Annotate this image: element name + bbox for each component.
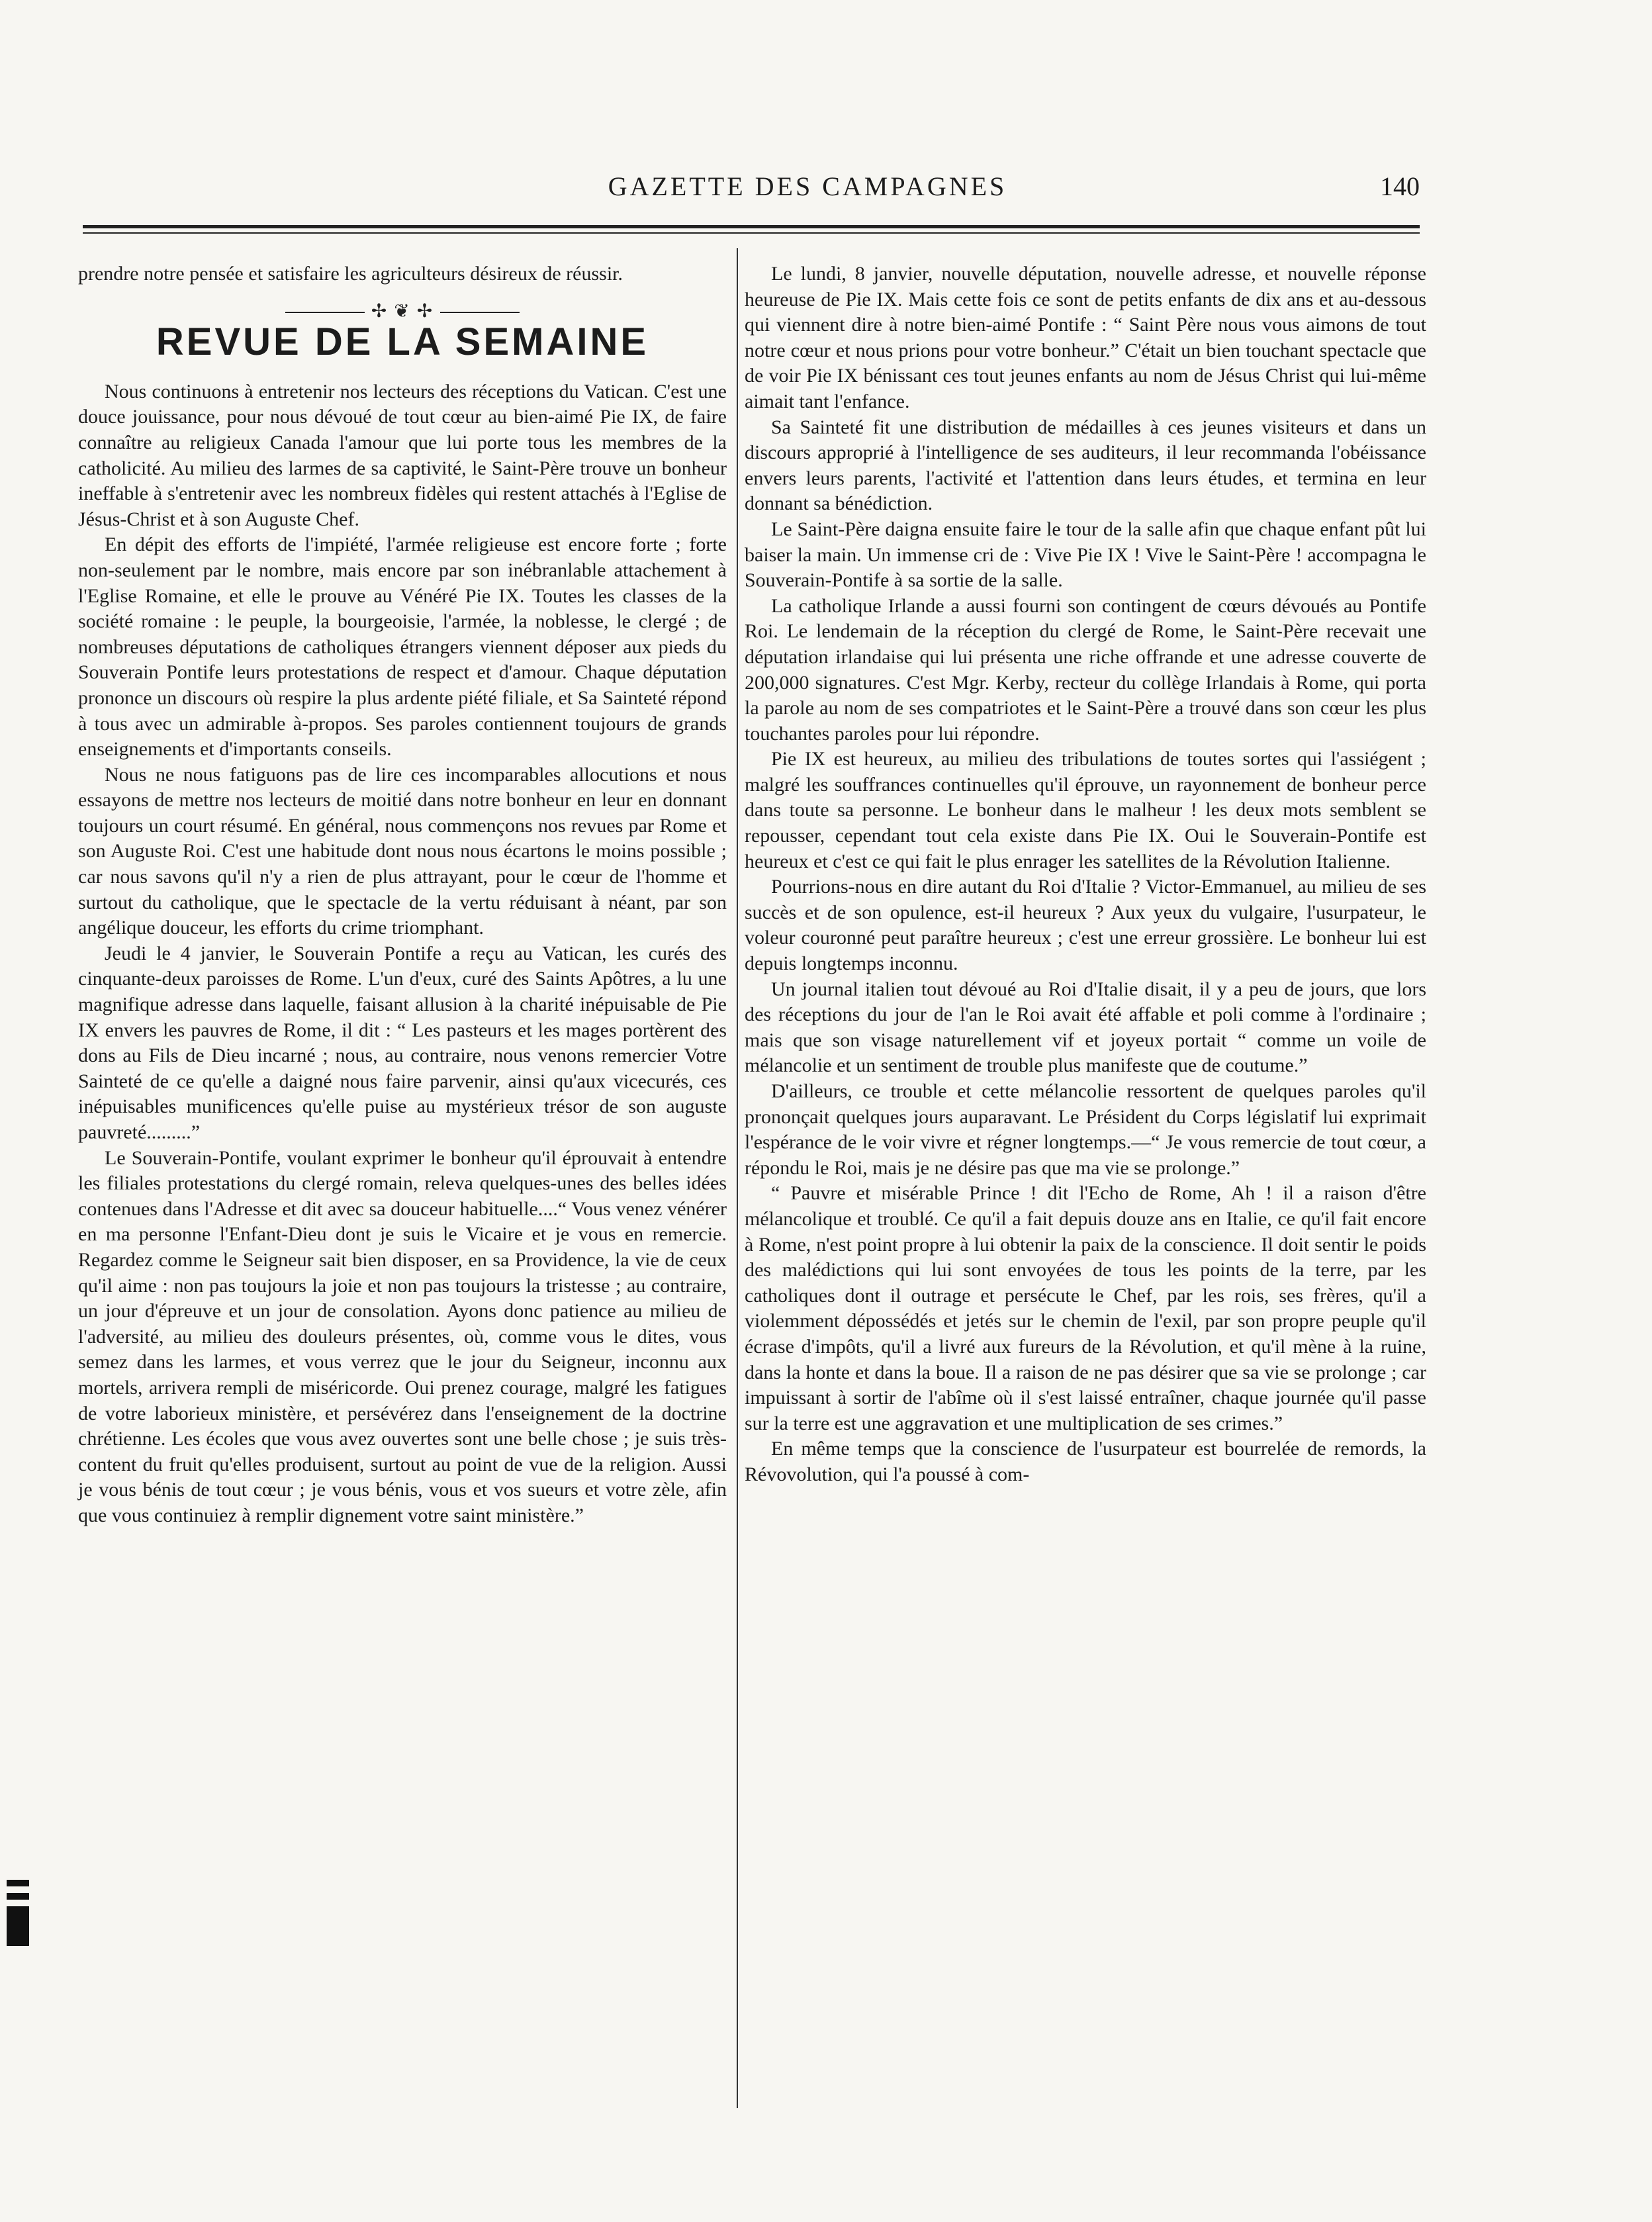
page-header bbox=[83, 171, 1420, 217]
article-paragraph: Le lundi, 8 janvier, nouvelle députation, nouvelle adresse, et nouvelle réponse heureuse de Pie IX. Mais cette fois ce sont de petits enfants de dix ans et au-dessous qui viennent dire à notre bien-aimé Pontife : “ Saint Père nous vous aimons de tout notre cœur et nous prions pour votre bonheur.” C'était un bien touchant spectacle que de voir Pie IX bénissant ces tout jeunes enfants au nom de Jésus Christ qui lui-même aimait tant l'enfance. bbox=[745, 263, 1426, 412]
article-paragraph: En même temps que la conscience de l'usurpateur est bourrelée de remords, la Révovolution, qui l'a poussé à com- bbox=[745, 1438, 1426, 1485]
article-paragraph: D'ailleurs, ce trouble et cette mélancolie ressortent de quelques paroles qu'il prononçait quelques jours auparavant. Le Président du Corps législatif lui exprimait l'espérance de le voir vivre et régner longtemps.—“ Je vous remercie de tout cœur, a répondu le Roi, mais je ne désire pas que ma vie se prolonge.” bbox=[745, 1080, 1426, 1179]
article-paragraph: Pourrions-nous en dire autant du Roi d'Italie ? Victor-Emmanuel, au milieu de ses succès et de son opulence, est-il heureux ? Aux yeux du vulgaire, l'usurpateur, le voleur couronné peut paraître heureux ; c'est une erreur grossière. Le bonheur lui est depuis longtemps inconnu. bbox=[745, 876, 1426, 975]
article-paragraph: Nous ne nous fatiguons pas de lire ces incomparables allocutions et nous essayons de mettre nos lecteurs de moitié dans notre bonheur en leur en donnant toujours un court résumé. En général, nous commençons nos revues par Rome et son Auguste Roi. C'est une habitude dont nous nous écartons le moins possible ; car nous savons qu'il n'y a rien de plus attrayant, pour le cœur de l'homme et surtout du catholique, que le spectacle de la vertu réduisant à néant, par son angélique douceur, les efforts du crime triomphant. bbox=[78, 763, 727, 939]
scan-margin-mark bbox=[7, 1893, 29, 1900]
continued-text: prendre notre pensée et satisfaire les agriculteurs désireux de réussir. bbox=[78, 263, 623, 285]
header-rule-thin bbox=[83, 232, 1420, 234]
section-title: REVUE DE LA SEMAINE bbox=[156, 320, 649, 364]
article-paragraph: La catholique Irlande a aussi fourni son contingent de cœurs dévoués au Pontife Roi. Le lendemain de la réception du clergé de Rome, le Saint-Père recevait une députation irlandaise qui lui présenta une riche offrande et une adresse couverte de 200,000 signatures. C'est Mgr. Kerby, recteur du collège Irlandais à Rome, qui porta la parole au nom de ses compatriotes et le Saint-Père a trouvé dans son cœur les plus touchantes paroles pour lui répondre. bbox=[745, 594, 1426, 745]
article-paragraph: Le Saint-Père daigna ensuite faire le tour de la salle afin que chaque enfant pût lui baiser la main. Un immense cri de : Vive Pie IX ! Vive le Saint-Père ! accompagna le Souverain-Pontife à sa sortie de la salle. bbox=[745, 518, 1426, 592]
right-column bbox=[745, 261, 1426, 1488]
article-paragraph: Sa Sainteté fit une distribution de médailles à ces jeunes visiteurs et dans un discours approprié à l'intelligence de ses auditeurs, il leur recommanda l'obéissance envers leurs parents, l'activité et l'attention dans leurs études, et termina en leur donnant sa bénédiction. bbox=[745, 416, 1426, 515]
column-divider bbox=[737, 248, 738, 2108]
left-column bbox=[78, 261, 727, 1529]
page-number: 140 bbox=[1380, 171, 1420, 201]
article-paragraph: Nous continuons à entretenir nos lecteurs des réceptions du Vatican. C'est une douce jouissance, pour nous dévoué de tout cœur au bien-aimé Pie IX, de faire connaître au religieux Canada l'amour que lui porte tous les membres de la catholicité. Au milieu des larmes de sa captivité, le Saint-Père trouve un bonheur ineffable à s'entretenir avec les nombreux fidèles qui restent attachés à l'Eglise de Jésus-Christ et à son Auguste Chef. bbox=[78, 380, 727, 530]
article-paragraph: Jeudi le 4 janvier, le Souverain Pontife a reçu au Vatican, les curés des cinquante-deux paroisses de Rome. L'un d'eux, curé des Saints Apôtres, a lu une magnifique adresse dans laquelle, faisant allusion à la charité inépuisable de Pie IX envers les pauvres de Rome, il dit : “ Les pasteurs et les mages portèrent des dons au Fils de Dieu incarné ; nous, au contraire, nous venons remercier Votre Sainteté de ce qu'elle a daigné nous faire parvenir, ainsi qu'aux vicecurés, ces inépuisables munificences qu'elle puise au mystérieux trésor de son auguste pauvreté.........” bbox=[78, 942, 727, 1143]
article-paragraph: Un journal italien tout dévoué au Roi d'Italie disait, il y a peu de jours, que lors des réceptions du jour de l'an le Roi avait été affable et poli comme à l'ordinaire ; mais que son visage naturellement vif et joyeux portait “ comme un voile de mélancolie et un sentiment de trouble plus manifeste que de coutume.” bbox=[745, 978, 1426, 1077]
article-paragraph: En dépit des efforts de l'impiété, l'armée religieuse est encore forte ; forte non-seulement par le nombre, mais encore par son inébranlable attachement à l'Eglise Romaine, et elle le prouve au Vénéré Pie IX. Toutes les classes de la société romaine : le peuple, la bourgeoisie, l'armée, la noblesse, le clergé ; de nombreuses députations de catholiques étrangers viennent déposer aux pieds du Souverain Pontife leurs protestations de respect et d'amour. Chaque députation prononce un discours où respire la plus ardente piété filiale, et Sa Sainteté répond à tous avec un admirable à-propos. Ses paroles contiennent toujours de grands enseignements et d'importants conseils. bbox=[78, 533, 727, 761]
section-ornament: ✢ ❦ ✢ bbox=[78, 299, 727, 325]
article-paragraph: Pie IX est heureux, au milieu des tribulations de toutes sortes qui l'assiégent ; malgré les souffrances continuelles qu'il éprouve, un rayonnement de bonheur perce dans toute sa personne. Le bonheur dans le malheur ! les deux mots semblent se repousser, cependant tout cela existe dans Pie IX. Oui le Souverain-Pontife est heureux et c'est ce qui fait le plus enrager les satellites de la Révolution Italienne. bbox=[745, 748, 1426, 872]
scan-margin-mark bbox=[7, 1906, 29, 1946]
scan-margin-mark bbox=[7, 1880, 29, 1886]
article-paragraph: Le Souverain-Pontife, voulant exprimer le bonheur qu'il éprouvait à entendre les filiales protestations du clergé romain, releva quelques-unes des belles idées contenues dans l'Adresse et dit avec sa douceur habituelle....“ Vous venez vénérer en ma personne l'Enfant-Dieu dont je suis le Vicaire et je vous en remercie. Regardez comme le Seigneur sait bien disposer, en sa Providence, la vie de ceux qu'il aime : non pas toujours la joie et non pas toujours la tristesse ; au contraire, un jour d'épreuve et un jour de consolation. Ayons donc patience au milieu de l'adversité, au milieu des douleurs présentes, où, comme vous le dites, vous semez dans les larmes, et vous verrez que le jour du Seigneur, inconnu aux mortels, arrivera rempli de miséricorde. Oui prenez courage, malgré les fatigues de votre laborieux ministère, et persévérez dans l'enseignement de la doctrine chrétienne. Les écoles que vous avez ouvertes sont une belle chose ; je suis très-content du fruit qu'elles produisent, surtout au point de vue de la religion. Aussi je vous bénis de tout cœur ; je vous bénis, vous et vos sueurs et votre zèle, afin que vous continuiez à remplir dignement votre saint ministère.” bbox=[78, 1146, 727, 1526]
article-paragraph: “ Pauvre et misérable Prince ! dit l'Echo de Rome, Ah ! il a raison d'être mélancolique et troublé. Ce qu'il a fait depuis douze ans en Italie, ce qu'il fait encore à Rome, n'est point propre à lui obtenir la paix de la conscience. Il doit sentir le poids des malédictions qui lui sont envoyées de tous les points de la terre, par les catholiques dont il outrage et persécute le Chef, par les rois, ses frères, qu'il a violemment dépossédés et jetés sur le chemin de l'exil, par son propre peuple qu'il écrase d'impôts, qu'il a livré aux fureurs de la Révolution, et qu'il mène à la ruine, dans la honte et dans la boue. Il a raison de ne pas désirer que sa vie se prolonge ; car impuissant à sortir de l'abîme où il s'est laissé entraîner, chaque journée qu'il passe sur la terre est une aggravation et une multiplication de ses crimes.” bbox=[745, 1182, 1426, 1434]
header-rule-thick bbox=[83, 225, 1420, 228]
newspaper-title: GAZETTE DES CAMPAGNES bbox=[608, 171, 1007, 201]
